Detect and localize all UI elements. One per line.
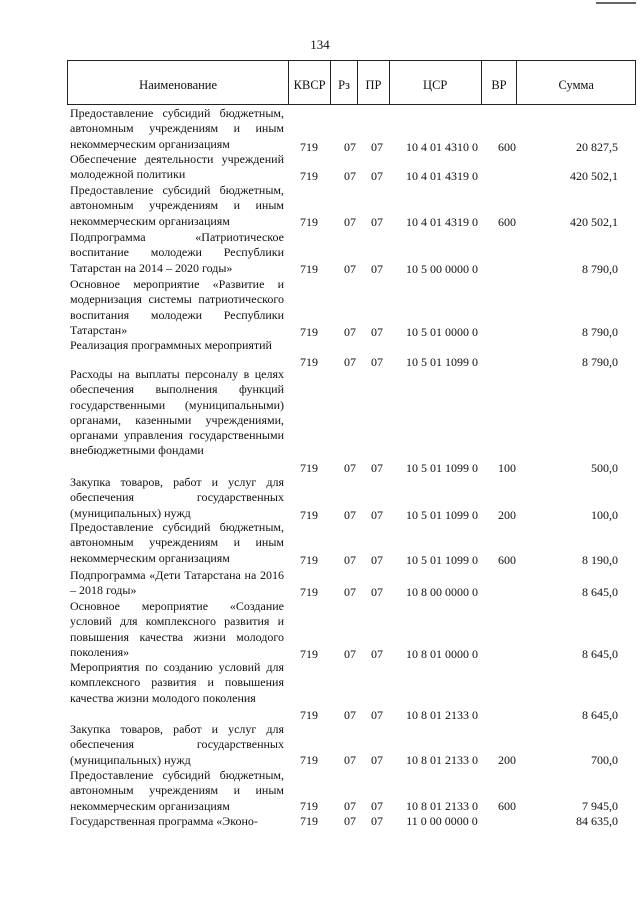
row-pr: 07 <box>371 262 383 276</box>
row-sum: 8 790,0 <box>582 325 618 339</box>
row-name: Мероприятия по созданию условий для комплексного развития и повышения качества жизни молодого поколения <box>70 660 284 705</box>
row-name: Предоставление субсидий бюджетным, автономным учреждениям и иным некоммерческим организациям <box>70 520 284 565</box>
page-number: 134 <box>310 37 330 52</box>
row-kvsr: 719 <box>300 325 318 339</box>
row-name: Закупка товаров, работ и услуг для обеспечения государственных (муниципальных) нужд <box>70 475 284 520</box>
row-csr: 10 5 01 1099 0 <box>406 508 478 522</box>
row-rz: 07 <box>344 215 356 229</box>
row-name: Государственная программа «Эконо- <box>70 814 258 828</box>
row-kvsr: 719 <box>300 355 318 369</box>
row-rz: 07 <box>344 814 356 828</box>
row-csr: 10 4 01 4310 0 <box>406 140 478 154</box>
row-name: Предоставление субсидий бюджетным, автономным учреждениям и иным некоммерческим организациям <box>70 183 284 228</box>
row-rz: 07 <box>344 799 356 813</box>
row-name: Предоставление субсидий бюджетным, автономным учреждениям и иным некоммерческим организациям <box>70 768 284 813</box>
row-csr: 10 5 01 1099 0 <box>406 553 478 567</box>
row-pr: 07 <box>371 215 383 229</box>
row-rz: 07 <box>344 461 356 475</box>
row-kvsr: 719 <box>300 262 318 276</box>
row-pr: 07 <box>371 753 383 767</box>
row-name: Предоставление субсидий бюджетным, автономным учреждениям и иным некоммерческим организациям <box>70 106 284 151</box>
row-vr: 200 <box>498 508 516 522</box>
row-name: Закупка товаров, работ и услуг для обеспечения государственных (муниципальных) нужд <box>70 722 284 767</box>
row-kvsr: 719 <box>300 553 318 567</box>
row-kvsr: 719 <box>300 708 318 722</box>
row-pr: 07 <box>371 814 383 828</box>
header-sum: Сумма <box>558 78 594 92</box>
row-pr: 07 <box>371 325 383 339</box>
row-vr: 100 <box>498 461 516 475</box>
row-sum: 8 790,0 <box>582 262 618 276</box>
row-csr: 11 0 00 0000 0 <box>406 814 478 828</box>
row-pr: 07 <box>371 647 383 661</box>
row-name: Обеспечение деятельности учреждений молодежной политики <box>70 152 284 182</box>
row-pr: 07 <box>371 508 383 522</box>
row-sum: 8 190,0 <box>582 553 618 567</box>
row-csr: 10 8 01 2133 0 <box>406 799 478 813</box>
row-rz: 07 <box>344 355 356 369</box>
row-rz: 07 <box>344 585 356 599</box>
row-rz: 07 <box>344 325 356 339</box>
row-name: Реализация программных мероприятий <box>70 338 272 352</box>
row-pr: 07 <box>371 169 383 183</box>
row-sum: 8 645,0 <box>582 585 618 599</box>
row-kvsr: 719 <box>300 508 318 522</box>
row-csr: 10 5 01 1099 0 <box>406 355 478 369</box>
row-pr: 07 <box>371 585 383 599</box>
row-rz: 07 <box>344 753 356 767</box>
row-kvsr: 719 <box>300 461 318 475</box>
row-kvsr: 719 <box>300 647 318 661</box>
row-kvsr: 719 <box>300 140 318 154</box>
row-pr: 07 <box>371 799 383 813</box>
row-vr: 600 <box>498 799 516 813</box>
row-pr: 07 <box>371 140 383 154</box>
row-kvsr: 719 <box>300 169 318 183</box>
row-pr: 07 <box>371 461 383 475</box>
row-name: Подпрограмма «Дети Татарстана на 2016 – 2018 годы» <box>70 568 284 598</box>
row-rz: 07 <box>344 169 356 183</box>
row-vr: 600 <box>498 553 516 567</box>
row-sum: 84 635,0 <box>576 814 618 828</box>
row-name: Расходы на выплаты персоналу в целях обеспечения выполнения функций государственными (муниципальными) органами, казенными учреждениями, органами управления государственными внебюджетными фондами <box>70 367 284 458</box>
row-vr: 600 <box>498 215 516 229</box>
row-name: Основное мероприятие «Развитие и модернизация системы патриотического воспитания молодежи Республики Татарстан» <box>70 277 284 337</box>
header-pr: ПР <box>358 61 390 104</box>
corner-mark <box>596 2 636 4</box>
row-sum: 420 502,1 <box>570 215 618 229</box>
row-vr: 600 <box>498 140 516 154</box>
row-pr: 07 <box>371 553 383 567</box>
row-csr: 10 4 01 4319 0 <box>406 215 478 229</box>
row-sum: 8 645,0 <box>582 647 618 661</box>
row-csr: 10 5 01 1099 0 <box>406 461 478 475</box>
header-csr: ЦСР <box>390 61 482 104</box>
row-kvsr: 719 <box>300 215 318 229</box>
row-csr: 10 8 01 0000 0 <box>406 647 478 661</box>
header-name: Наименование <box>68 61 289 104</box>
row-rz: 07 <box>344 262 356 276</box>
row-csr: 10 5 01 0000 0 <box>406 325 478 339</box>
row-sum: 420 502,1 <box>570 169 618 183</box>
row-rz: 07 <box>344 508 356 522</box>
row-kvsr: 719 <box>300 814 318 828</box>
row-name: Основное мероприятие «Создание условий для комплексного развития и повышения качества жизни молодого поколения» <box>70 599 284 659</box>
row-pr: 07 <box>371 708 383 722</box>
row-rz: 07 <box>344 140 356 154</box>
row-kvsr: 719 <box>300 585 318 599</box>
table-header <box>67 60 636 105</box>
row-sum: 700,0 <box>591 753 618 767</box>
row-sum: 100,0 <box>591 508 618 522</box>
row-sum: 500,0 <box>591 461 618 475</box>
row-csr: 10 8 01 2133 0 <box>406 753 478 767</box>
row-sum: 20 827,5 <box>576 140 618 154</box>
header-vr: ВР <box>482 61 518 104</box>
row-csr: 10 8 00 0000 0 <box>406 585 478 599</box>
row-rz: 07 <box>344 553 356 567</box>
row-sum: 8 790,0 <box>582 355 618 369</box>
row-kvsr: 719 <box>300 799 318 813</box>
row-rz: 07 <box>344 708 356 722</box>
row-rz: 07 <box>344 647 356 661</box>
row-name: Подпрограмма «Патриотическое воспитание молодежи Республики Татарстан на 2014 – 2020 годы» <box>70 230 284 275</box>
row-csr: 10 4 01 4319 0 <box>406 169 478 183</box>
row-kvsr: 719 <box>300 753 318 767</box>
row-sum: 7 945,0 <box>582 799 618 813</box>
header-rz: Рз <box>331 61 358 104</box>
row-vr: 200 <box>498 753 516 767</box>
header-kvsr: КВСР <box>289 61 331 104</box>
row-sum: 8 645,0 <box>582 708 618 722</box>
row-pr: 07 <box>371 355 383 369</box>
row-csr: 10 8 01 2133 0 <box>406 708 478 722</box>
row-csr: 10 5 00 0000 0 <box>406 262 478 276</box>
